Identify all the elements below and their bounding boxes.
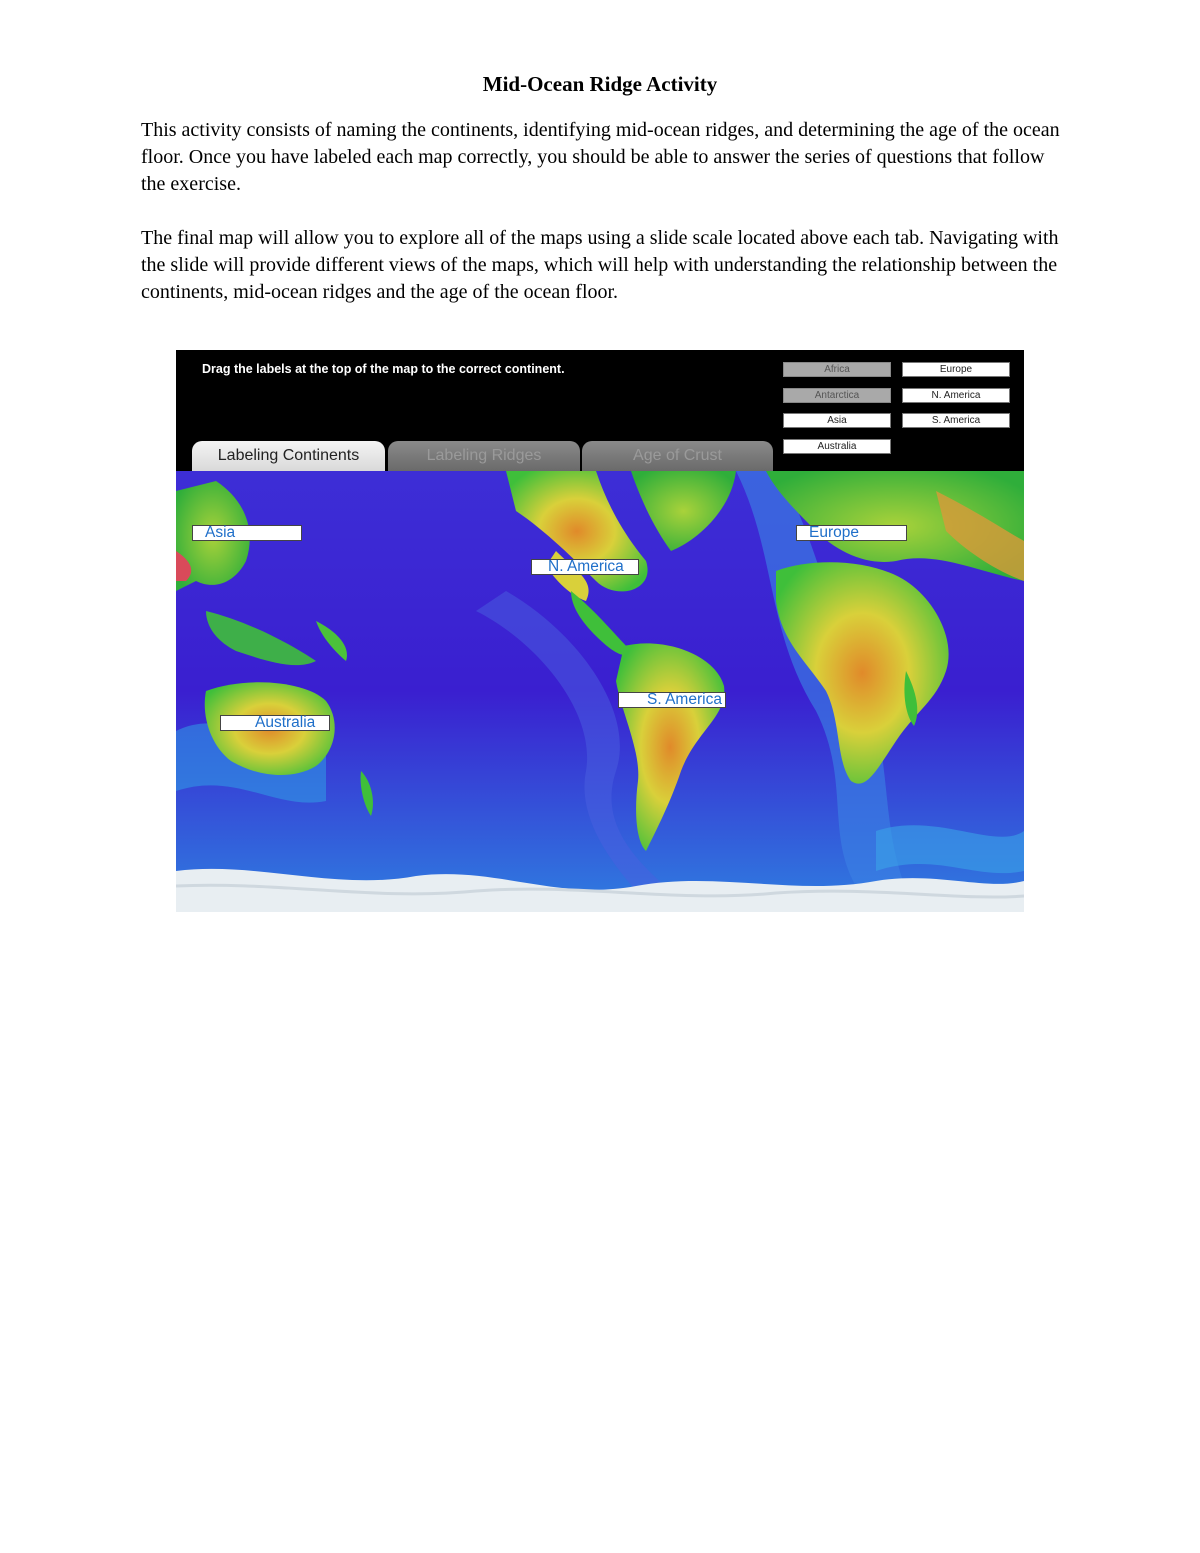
instruction-text: Drag the labels at the top of the map to the correct continent. <box>202 362 565 376</box>
world-relief-map <box>176 471 1024 912</box>
placed-label-europe[interactable]: Europe <box>796 525 907 541</box>
label-chip-s-america[interactable]: S. America <box>902 413 1010 428</box>
label-chip-australia[interactable]: Australia <box>783 439 891 454</box>
tab-labeling-continents[interactable]: Labeling Continents <box>192 441 385 471</box>
final-map-paragraph: The final map will allow you to explore all of the maps using a slide scale located above each tab. Navigating with the slide will provide different views of the maps, which will help with understanding the relationship between the continents, mid-ocean ridges and the age of the ocean floor. <box>141 227 1059 303</box>
continent-labeling-app <box>176 350 1024 912</box>
tab-age-of-crust[interactable]: Age of Crust <box>582 441 773 471</box>
placed-label-n-america[interactable]: N. America <box>531 559 639 575</box>
page-title: Mid-Ocean Ridge Activity <box>482 72 718 96</box>
placed-label-australia[interactable]: Australia <box>220 715 330 731</box>
intro-paragraph: This activity consists of naming the continents, identifying mid-ocean ridges, and determining the age of the ocean floor. Once you have labeled each map correctly, you should be able to answer the series of questions that follow the exercise. <box>141 119 1060 195</box>
label-chip-europe[interactable]: Europe <box>902 362 1010 377</box>
placed-label-s-america[interactable]: S. America <box>618 692 726 708</box>
label-chip-antarctica[interactable]: Antarctica <box>783 388 891 403</box>
label-chip-africa[interactable]: Africa <box>783 362 891 377</box>
tab-labeling-ridges[interactable]: Labeling Ridges <box>388 441 580 471</box>
label-chip-n-america[interactable]: N. America <box>902 388 1010 403</box>
label-chip-asia[interactable]: Asia <box>783 413 891 428</box>
placed-label-asia[interactable]: Asia <box>192 525 302 541</box>
